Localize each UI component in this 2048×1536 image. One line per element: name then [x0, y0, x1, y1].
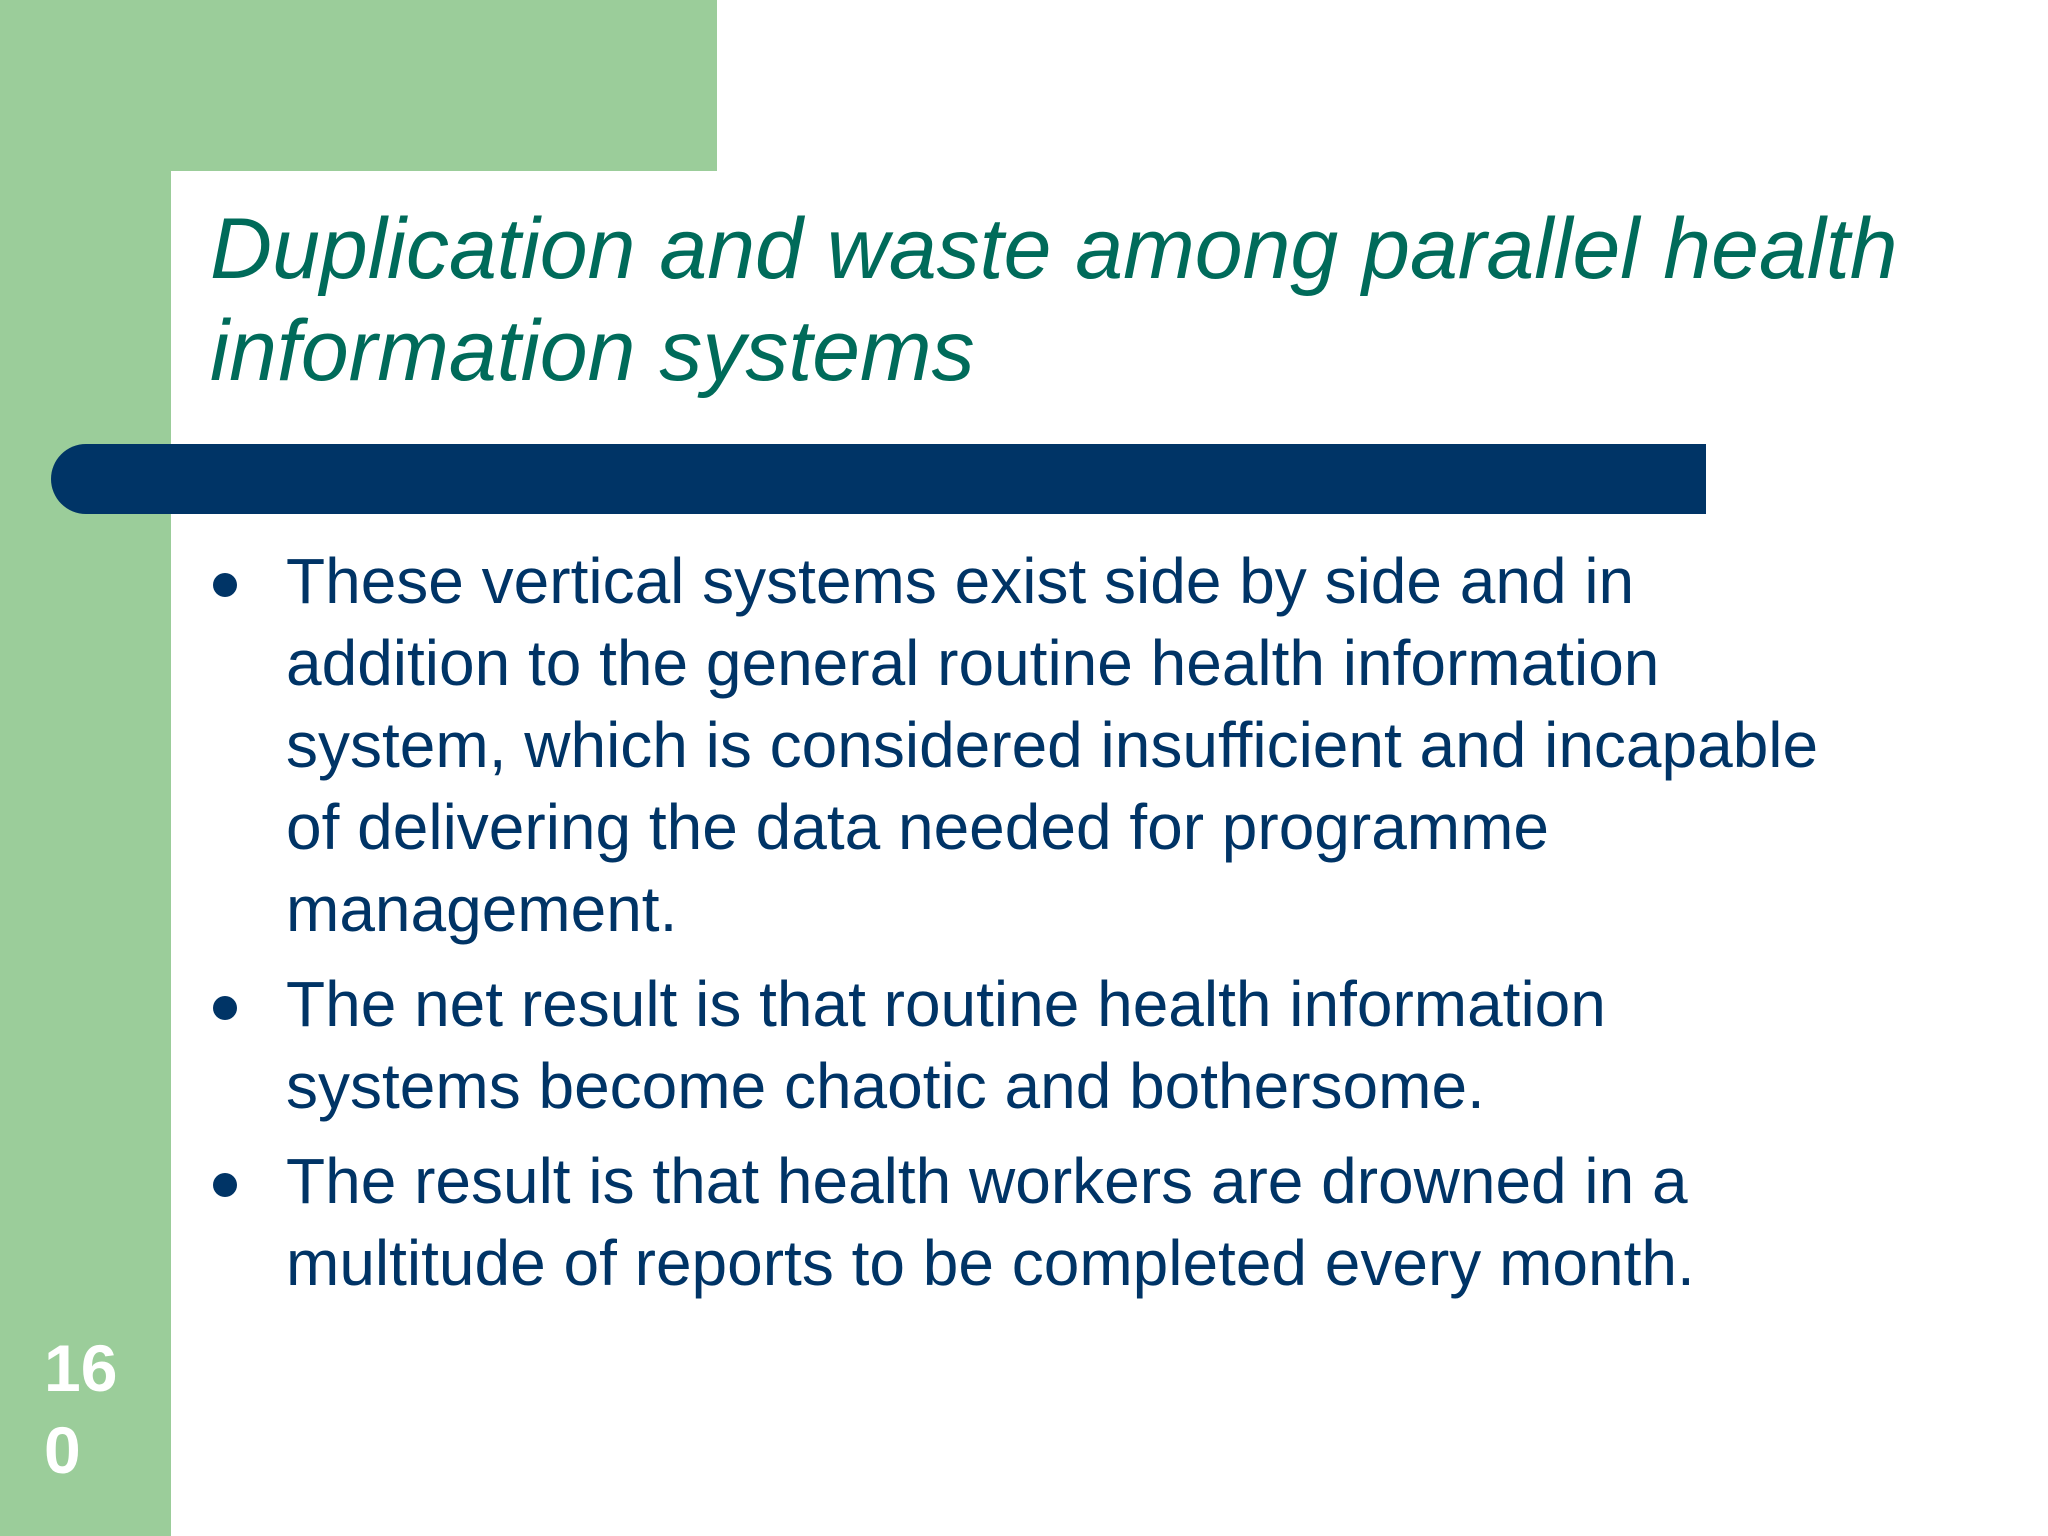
bullet-text: The net result is that routine health information systems become chaotic and bothersome.: [286, 968, 1606, 1122]
green-top-band: [0, 0, 717, 171]
slide-number: 160: [44, 1331, 118, 1487]
bullet-item: [210, 963, 1830, 1127]
bullet-dot-icon: [213, 573, 237, 597]
title-divider-bar: [51, 444, 1706, 514]
bullet-text: These vertical systems exist side by side and in addition to the general routine health information system, which is considered insufficient and incapable of delivering the data needed for programme management.: [286, 545, 1819, 945]
bullet-item: [210, 540, 1830, 950]
green-sidebar: [0, 0, 171, 1536]
bullet-text: The result is that health workers are drowned in a multitude of reports to be completed every month.: [286, 1145, 1695, 1299]
bullet-dot-icon: [213, 996, 237, 1020]
slide-title: Duplication and waste among parallel health information systems: [210, 201, 1898, 399]
bullet-item: [210, 1140, 1830, 1304]
bullet-dot-icon: [213, 1173, 237, 1197]
bullet-list: [210, 540, 1830, 1317]
